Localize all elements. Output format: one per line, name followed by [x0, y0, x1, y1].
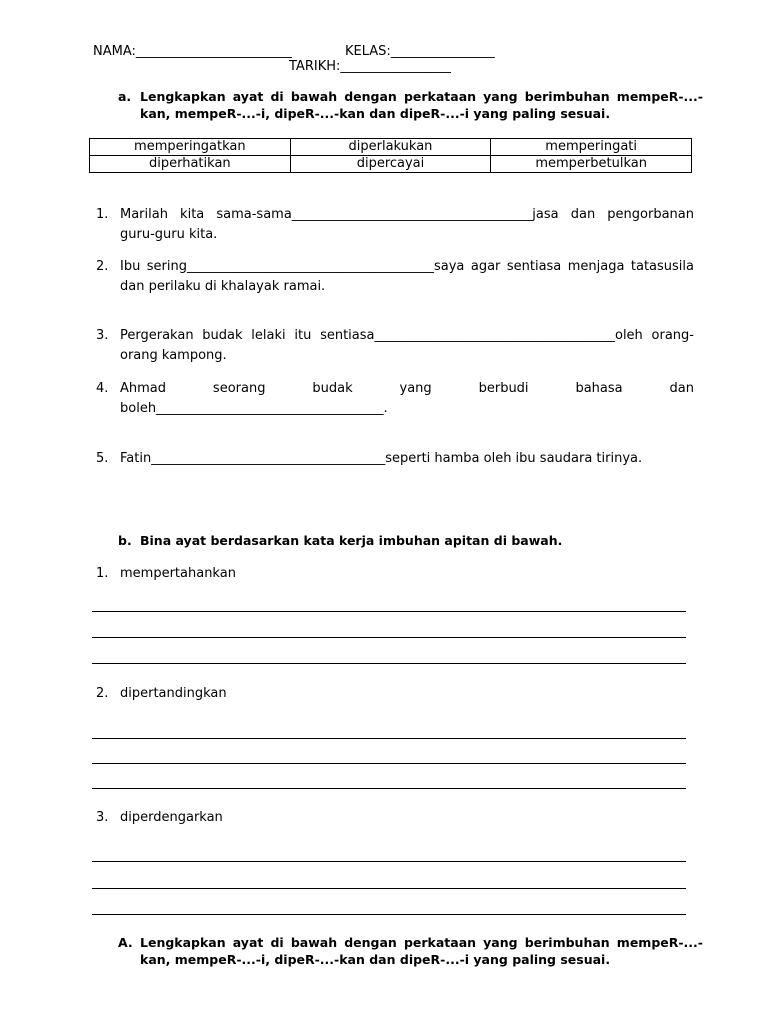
question-2[interactable] — [96, 257, 694, 297]
item-number: 2. — [96, 686, 109, 701]
section-b-label: b. — [118, 533, 132, 548]
table-row — [90, 139, 692, 156]
section-a-repeat-label: A. — [118, 935, 133, 950]
section-b-item-1 — [96, 566, 236, 581]
question-5[interactable] — [96, 449, 694, 469]
table-row — [90, 156, 692, 173]
section-a-instruction-text: Lengkapkan ayat di bawah dengan perkataan yang berimbuhan mempeR-...-kan, mempeR-...-i, dipeR-...-kan dan dipeR-...-i yang paling sesuai. — [140, 89, 703, 121]
answer-line[interactable] — [92, 763, 686, 764]
question-text: Marilah kita sama-sama_____________________________________jasa dan pengorbanan guru-guru kita. — [120, 207, 694, 242]
question-1[interactable] — [96, 205, 694, 245]
answer-line[interactable] — [92, 611, 686, 612]
question-text: Pergerakan budak lelaki itu sentiasa_____________________________________oleh orang-orang kampong. — [120, 328, 694, 363]
word-cell: memperbetulkan — [491, 156, 692, 173]
item-word: diperdengarkan — [120, 810, 223, 825]
section-b-instruction — [118, 532, 703, 549]
section-b-instruction-text: Bina ayat berdasarkan kata kerja imbuhan apitan di bawah. — [140, 533, 563, 548]
question-number: 1. — [96, 207, 109, 222]
question-4[interactable] — [96, 379, 694, 419]
section-a-repeat-instruction-text: Lengkapkan ayat di bawah dengan perkataan yang berimbuhan mempeR-...-kan, mempeR-...-i, dipeR-...-kan dan dipeR-...-i yang paling sesuai. — [140, 935, 703, 967]
question-text: Ibu sering______________________________________saya agar sentiasa menjaga tatasusila dan perilaku di khalayak ramai. — [120, 259, 694, 294]
item-word: dipertandingkan — [120, 686, 227, 701]
question-number: 3. — [96, 328, 109, 343]
item-number: 1. — [96, 566, 109, 581]
word-cell: memperingati — [491, 139, 692, 156]
item-word: mempertahankan — [120, 566, 236, 581]
question-number: 4. — [96, 381, 109, 396]
answer-line[interactable] — [92, 914, 686, 915]
tarikh-field[interactable]: TARIKH:_________________ — [289, 59, 451, 74]
section-a-label: a. — [118, 89, 132, 104]
kelas-field[interactable]: KELAS:________________ — [345, 44, 495, 59]
word-bank-table — [89, 138, 692, 173]
question-number: 5. — [96, 451, 109, 466]
question-3[interactable] — [96, 326, 694, 366]
item-number: 3. — [96, 810, 109, 825]
question-text: Fatin____________________________________seperti hamba oleh ibu saudara tirinya. — [120, 451, 643, 466]
word-cell: memperingatkan — [90, 139, 291, 156]
section-b-item-2 — [96, 686, 227, 701]
answer-line[interactable] — [92, 788, 686, 789]
question-number: 2. — [96, 259, 109, 274]
question-text: Ahmad seorang budak yang berbudi bahasa dan boleh___________________________________. — [120, 381, 694, 416]
word-cell: diperhatikan — [90, 156, 291, 173]
answer-line[interactable] — [92, 888, 686, 889]
word-cell: diperlakukan — [290, 139, 491, 156]
word-cell: dipercayai — [290, 156, 491, 173]
answer-line[interactable] — [92, 637, 686, 638]
section-a-repeat-instruction — [118, 934, 703, 968]
answer-line[interactable] — [92, 663, 686, 664]
nama-field[interactable]: NAMA:________________________ — [93, 44, 292, 59]
answer-line[interactable] — [92, 738, 686, 739]
answer-line[interactable] — [92, 861, 686, 862]
section-b-item-3 — [96, 810, 223, 825]
section-a-instruction — [118, 88, 703, 122]
